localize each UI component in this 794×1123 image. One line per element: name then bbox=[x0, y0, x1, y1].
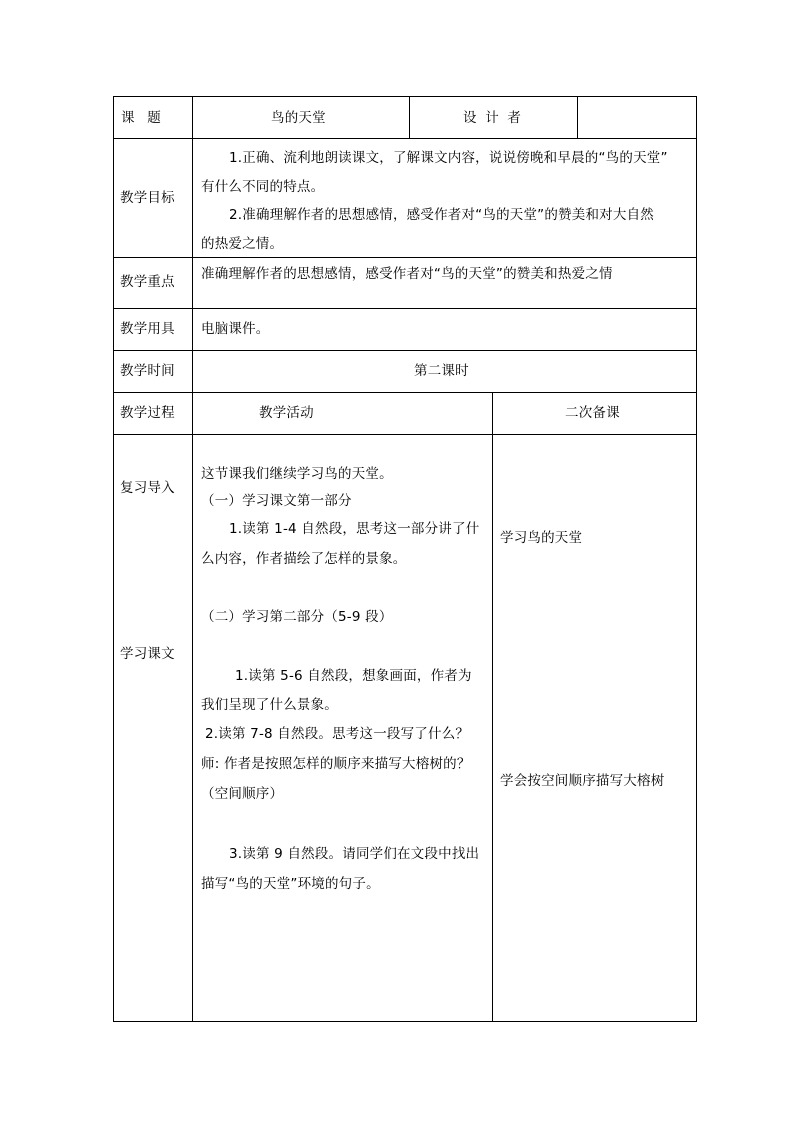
tools-label: 教学用具 bbox=[120, 321, 175, 337]
table-border-right bbox=[696, 96, 697, 1022]
topic-value: 鸟的天堂 bbox=[271, 110, 326, 126]
row-divider bbox=[113, 308, 697, 309]
row-divider bbox=[113, 350, 697, 351]
row-divider bbox=[113, 434, 697, 435]
activity-line: 么内容，作者描绘了怎样的景象。 bbox=[201, 551, 407, 567]
activity-line: （二）学习第二部分（5-9 段） bbox=[201, 609, 393, 625]
time-label: 教学时间 bbox=[120, 363, 175, 379]
row-divider bbox=[113, 257, 697, 258]
study-label: 学习课文 bbox=[120, 646, 175, 662]
activity-line: 1.读第 1-4 自然段，思考这一部分讲了什 bbox=[229, 521, 480, 537]
prep-note: 学习鸟的天堂 bbox=[500, 530, 583, 546]
activity-line: 1.读第 5-6 自然段，想象画面，作者为 bbox=[235, 668, 472, 684]
activity-line: 这节课我们继续学习鸟的天堂。 bbox=[201, 466, 393, 482]
tools-text: 电脑课件。 bbox=[201, 321, 270, 337]
prep-note: 学会按空间顺序描写大榕树 bbox=[500, 773, 665, 789]
row-divider bbox=[113, 392, 697, 393]
prep-header: 二次备课 bbox=[565, 405, 620, 421]
goals-text-line: 2.准确理解作者的思想感情，感受作者对“鸟的天堂”的赞美和对大自然 bbox=[229, 207, 654, 223]
keypoint-text: 准确理解作者的思想感情，感受作者对“鸟的天堂”的赞美和热爱之情 bbox=[201, 266, 613, 282]
label-column-divider bbox=[192, 96, 193, 1022]
topic-label: 课 题 bbox=[121, 110, 161, 126]
row-divider bbox=[113, 138, 697, 139]
table-border-left bbox=[113, 96, 114, 1022]
activity-column-divider bbox=[492, 392, 493, 1022]
goals-label: 教学目标 bbox=[120, 190, 175, 206]
activity-line: 师: 作者是按照怎样的顺序来描写大榕树的？ bbox=[201, 756, 471, 772]
header-divider bbox=[409, 96, 410, 138]
activity-header: 教学活动 bbox=[259, 405, 314, 421]
goals-text-line: 1.正确、流利地朗读课文，了解课文内容，说说傍晚和早晨的“鸟的天堂” bbox=[229, 150, 668, 166]
activity-line: 我们呈现了什么景象。 bbox=[201, 697, 338, 713]
process-label: 教学过程 bbox=[120, 405, 175, 421]
designer-label: 设 计 者 bbox=[463, 110, 522, 126]
activity-line: （空间顺序） bbox=[201, 786, 284, 802]
activity-line: （一）学习课文第一部分 bbox=[201, 493, 352, 509]
activity-line: 描写“鸟的天堂”环境的句子。 bbox=[201, 876, 380, 892]
goals-text-line: 有什么不同的特点。 bbox=[201, 179, 325, 195]
time-text: 第二课时 bbox=[414, 363, 469, 379]
activity-line: 3.读第 9 自然段。请同学们在文段中找出 bbox=[229, 846, 480, 862]
header-divider bbox=[577, 96, 578, 138]
activity-line: 2.读第 7-8 自然段。思考这一段写了什么？ bbox=[205, 726, 470, 742]
review-label: 复习导入 bbox=[120, 480, 175, 496]
goals-text-line: 的热爱之情。 bbox=[201, 236, 284, 252]
table-border-top bbox=[113, 96, 697, 97]
keypoint-label: 教学重点 bbox=[120, 274, 175, 290]
table-border-bottom bbox=[113, 1021, 697, 1022]
